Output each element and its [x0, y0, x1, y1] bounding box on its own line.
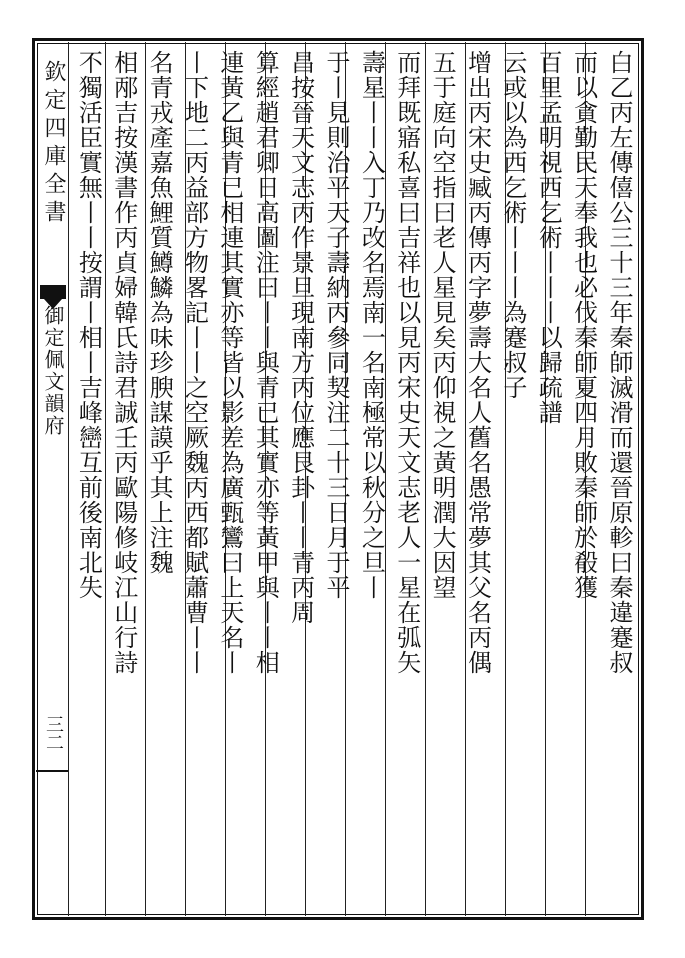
text-column: 丨下地二丙益部方物畧記丨丨之空厥魏丙西都賦蕭曹丨丨: [180, 50, 209, 675]
book-title: 欽定四庫全書: [41, 60, 66, 228]
text-column: 云或以為西乞術丨丨丨為蹇叔子: [498, 50, 527, 400]
page-number-rule: [36, 770, 68, 772]
text-column: 連黃乙與青已相連其實亦等皆以影差為廣甄鸞曰上天名丨: [215, 50, 244, 675]
text-column: 百里孟明視西乞術丨丨丨以歸疏譜: [534, 50, 563, 425]
fishtail-mark: [40, 285, 66, 299]
text-column: 而拜既寤私喜曰吉祥也以見丙宋史天文志老人一星在弧矢: [392, 50, 421, 675]
text-column: 昌按晉天文志丙作景旦現南方丙位應艮卦丨丨青丙周: [286, 50, 315, 625]
side-title: 御定佩文韻府: [41, 305, 65, 437]
text-column: 增出丙宋史臧丙傳丙字夢壽大名人舊名愚常夢其父名丙偶: [463, 50, 492, 675]
text-column: 于丨見則治平天子壽納丙參同契注二十三日月于平: [322, 50, 350, 600]
column-rule: [68, 42, 69, 916]
text-column: 相邴吉按漢書作丙貞婦韓氏詩君誠壬丙歐陽修岐江山行詩: [109, 50, 138, 675]
text-column: 白乙丙左傳僖公三十三年秦師滅滑而還晉原軫曰秦違蹇叔: [605, 50, 633, 675]
page-number: 三二: [43, 715, 64, 751]
text-column: 壽星丨丨入丁乃改名焉南一名南極常以秋分之旦丨: [357, 50, 386, 600]
text-column: 不獨活臣實無丨丨按謂丨相丨吉峰巒互前後南北失: [74, 50, 103, 600]
text-column: 而以貪勤民天奉我也必伐秦師夏四月敗秦師於殽獲: [569, 50, 598, 600]
text-column: 五于庭向空指曰老人星見矣丙仰視之黃明潤大因望: [428, 50, 457, 600]
text-column: 算經趙君卿日高圖注曰丨丨與青已其實亦等黃甲與丨丨相: [251, 50, 280, 675]
text-column: 名青戎產嘉魚鯉質鱒鱗為味珍腴謀謨乎其上注魏: [145, 50, 174, 575]
